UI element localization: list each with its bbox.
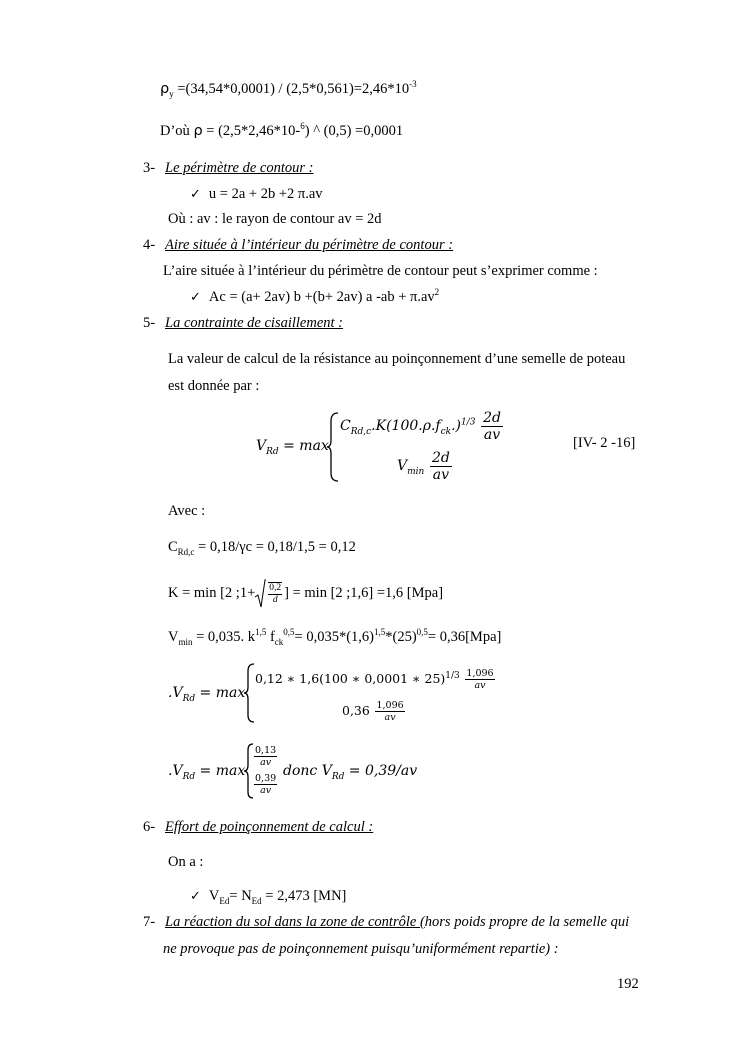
section-4-heading	[143, 236, 453, 254]
section-number: 6-	[143, 819, 156, 835]
vrd-case-2: $V_{min}$ $\frac{2d}{av}$	[397, 450, 450, 484]
vmin-line: $V_{min} = 0,035$. $k^{1,5}$ $f_{ck}^{0,5}= 0,035*(1,6)^{1,5}*(25)^{0,5}= 0,36[Mpa]$	[168, 627, 502, 647]
vrd-numeric-case-1: 0,12 ∗ 1,6(100 ∗ 0,0001 ∗ 25)$^{1/3}$ $\frac{1,096}{av}$	[255, 668, 494, 692]
vrd-result-case-1: $\frac{0,13}{av}$	[255, 745, 277, 769]
sqrt-icon	[255, 579, 266, 609]
section-title-a: La réaction du sol dans la zone de contrôle (	[165, 914, 425, 930]
ona-label: On a :	[168, 854, 204, 870]
ved-formula: ✓ $V_{Ed}= N_{Ed} = 2,473$ [MN]	[190, 888, 347, 906]
section-number: 5-	[143, 315, 156, 331]
vrd-numeric-case-2: 0,36 $\frac{1,096}{av}$	[342, 700, 404, 724]
section-number: 4-	[143, 237, 156, 253]
section-3-heading	[143, 159, 313, 177]
checkmark-icon: ✓	[190, 187, 201, 202]
avec-label: Avec :	[168, 503, 206, 519]
section-title: Le périmètre de contour :	[165, 160, 314, 176]
rho-line: D’où ρ = (2,5*2,46*10-$^6$) ^ (0,5) =0,0001	[160, 121, 404, 139]
area-formula: ✓ Ac = (a+ 2av) b +(b+ 2av) a $-ab + \pi.av^2$	[190, 287, 440, 305]
section-title: Effort de poinçonnement de calcul :	[165, 819, 374, 835]
section-6-heading	[143, 818, 373, 836]
section-title: La contrainte de cisaillement :	[165, 315, 343, 331]
page-number: 192	[617, 976, 639, 992]
resistance-text-2: est donnée par :	[168, 378, 260, 394]
vrd-result-case-2: $\frac{0,39}{av}$	[255, 773, 277, 797]
crd-line: $C_{Rd,c} = 0,18/\gamma c = 0,18/1,5 = 0,12$	[168, 539, 356, 557]
equation-reference: [IV- 2 -16]	[573, 435, 636, 451]
vrd-result-label: $.V_{Rd} = \max$	[168, 763, 246, 782]
checkmark-icon: ✓	[190, 889, 201, 904]
checkmark-icon: ✓	[190, 290, 201, 305]
section-number: 7-	[143, 914, 156, 930]
section-5-heading	[143, 314, 343, 332]
section-title: Aire située à l’intérieur du périmètre de contour :	[165, 237, 454, 253]
rho-y-line: $\rho_y =(34,54*0,0001) / (2,5*0,561)=2,46*10^{-3}$	[160, 79, 417, 99]
section-7-heading-cont: ne provoque pas de poinçonnement puisqu’uniformément repartie) :	[163, 941, 559, 957]
section-7-heading	[143, 913, 629, 931]
area-text: L’aire située à l’intérieur du périmètre de contour peut s’exprimer comme :	[163, 263, 598, 279]
resistance-text-1: La valeur de calcul de la résistance au poinçonnement d’une semelle de poteau	[168, 351, 626, 367]
vrd-case-1: $C_{Rd,c}.K(100.\rho.f_{ck}.)^{1/3}$ $\frac{2d}{av}$	[340, 410, 501, 444]
vrd-equation-label: $V_{Rd} = \max$	[256, 438, 329, 457]
section-number: 3-	[143, 160, 156, 176]
vrd-numeric-label: $.V_{Rd} = \max$	[168, 685, 246, 704]
section-title-b: hors poids propre de la semelle qui	[424, 914, 630, 930]
perimeter-note: Où : av : le rayon de contour av = 2d	[168, 211, 382, 227]
perimeter-formula: ✓ u = 2a + 2b +2 π.av	[190, 186, 323, 202]
vrd-result-conclusion: donc $V_{Rd} = 0,39/av$	[283, 763, 418, 782]
k-line: K = min [2 ;1+ $\frac{0,2}{d}$ ] = min [2 ;1,6] =1,6 [Mpa]	[168, 576, 443, 610]
